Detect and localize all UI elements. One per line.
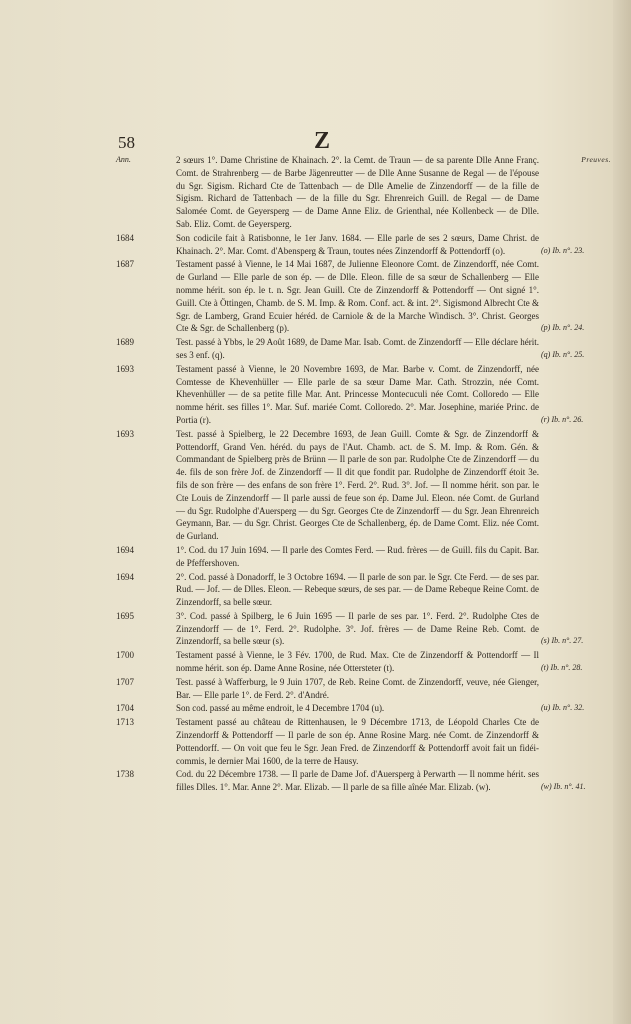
entry-text: Son cod. passé au même endroit, le 4 Decembre 1704 (u).: [176, 703, 385, 714]
entry-10: [116, 676, 611, 702]
entry-text: Son codicile fait à Ratisbonne, le 1er Janv. 1684. — Elle parle de ses 2 sœurs, Dame Christ. de Khainach. 2°. Mar. Comt. d'Abensperg & Traun, toutes nées Zinzendorff & Pottendorff (o).: [176, 232, 539, 256]
entry-text: Cod. du 22 Décembre 1738. — Il parle de Dame Jof. d'Auersperg à Perwarth — Il nomme hérit. ses filles Dlles. 1°. Mar. Anne 2°. Mar. Elizab. — Il parle de sa fille aînée Mar. Elizab. (w).: [176, 769, 539, 793]
page-edge-shadow: [613, 0, 631, 1024]
entry-9: [116, 649, 611, 675]
entry-year: 1713: [116, 717, 134, 728]
entry-note: (w) Ib. n°. 41.: [541, 782, 586, 792]
entry-year: 1687: [116, 259, 134, 270]
entry-text: Testament passé à Vienne, le 20 Novembre 1693, de Mar. Barbe v. Comt. de Zinzendorff, née Comtesse de Khevenhüller — Elle parle de sa sœur Dame Mar. Cath. Strozzin, née Comt. Khevenhüller — de sa petite fille Mar. Ant. Princesse Montecuculi née Comt. Colloredo — Elle nomme hérit. ses filles 1°. Mar. Suf. mariée Comt. Colloredo. 2°. Mar. Josephine, mariée Princ. de Portia (r).: [176, 363, 539, 425]
entry-text: Testament passé au château de Rittenhausen, le 9 Décembre 1713, de Léopold Charles Cte de Zinzendorff & Pottendorff — Il parle de son ép. Anne Rosine Marg. née Comt. de Zinzendorff & Pottendorff. — On voit que feu le Sgr. Jean Fred. de Zinzendorff & Pottendorff avoit fait un fidéi-commis, le dernier Mai 1600, de la terre de Hausy.: [176, 717, 539, 766]
entry-1: [116, 232, 611, 258]
entry-5: [116, 428, 611, 543]
entry-3: [116, 336, 611, 362]
entry-year: 1707: [116, 676, 134, 687]
entry-text: Testament passé à Vienne, le 14 Mai 1687, de Julienne Eleonore Comt. de Zinzendorff, née Comt. de Gurland — Elle parle de son ép. — de Dlle. Eleon. fille de sa sœur de Schallenberg — Elle nomme hérit. son ép. le t. n. Sgr. Jean Guill. Cte de Zinzendorff & Pottendorff — Ont signé 1°. Guill. Cte à Öttingen, Chamb. de S. M. Imp. & Rom. Conf. act. & int. 2°. Sigismond Albrecht Cte & Sgr. de Lamberg, Grand Ecuier héréd. de Carniole & de la Marche Windisch. 3°. Christ. Georges Cte & Sgr. de Schallenberg (p).: [176, 259, 539, 334]
entry-note: (o) Ib. n°. 23.: [541, 245, 585, 255]
entry-note: (r) Ib. n°. 26.: [541, 414, 584, 424]
entry-text: 2°. Cod. passé à Donadorff, le 3 Octobre 1694. — Il parle de son par. le Sgr. Cte Ferd. — de ses par. Rud. — Jof. — de Dlles. Eleon. — Rebeque sœurs, de ses par. — de Dame Rebeque Reine Comt. de Zinzendorff, sa belle sœur.: [176, 571, 539, 608]
entry-year: 1694: [116, 571, 134, 582]
entry-text: Testament passé à Vienne, le 3 Fév. 1700, de Rud. Max. Cte de Zinzendorff & Pottendorff — Il nomme hérit. son ép. Dame Anne Rosine, née Ottersteter (t).: [176, 650, 539, 674]
entry-year: 1704: [116, 703, 134, 714]
entry-11: [116, 702, 611, 715]
entry-note: (p) Ib. n°. 24.: [541, 323, 585, 333]
entry-note: (u) Ib. n°. 32.: [541, 703, 585, 713]
entry-note: (t) Ib. n°. 28.: [541, 663, 583, 673]
page-number: 58: [118, 133, 135, 152]
entry-2: [116, 258, 611, 335]
entry-4: [116, 363, 611, 427]
entry-6: [116, 544, 611, 570]
entry-year: 1684: [116, 232, 134, 243]
entry-12: [116, 716, 611, 767]
entry-note: (s) Ib. n°. 27.: [541, 636, 584, 646]
entry-text: Test. passé à Ybbs, le 29 Août 1689, de Dame Mar. Isab. Comt. de Zinzendorff — Elle déclare hérit. ses 3 enf. (q).: [176, 337, 539, 360]
side-label: Preuves.: [581, 155, 611, 164]
entry-year: 1694: [116, 544, 134, 555]
entry-text: 1°. Cod. du 17 Juin 1694. — Il parle des Comtes Ferd. — Rud. frères — de Guill. fils du Capit. Bar. de Pfeffershoven.: [176, 544, 539, 568]
entry-year: 1693: [116, 363, 134, 374]
entry-8: [116, 610, 611, 648]
entry-year: 1695: [116, 610, 134, 621]
entry-text: Test. passé à Wafferburg, le 9 Juin 1707, de Reb. Reine Comt. de Zinzendorff, veuve, née Gienger, Bar. — Elle parle 1°. de Ferd. 2°. d'André.: [176, 676, 539, 700]
entry-year: 1693: [116, 428, 134, 439]
entry-13: [116, 768, 611, 794]
entry-note: (q) Ib. n°. 25.: [541, 349, 585, 359]
entry-0: [116, 154, 611, 231]
section-letter: Z: [314, 128, 331, 154]
entry-7: [116, 571, 611, 609]
entry-year: 1738: [116, 769, 134, 780]
entries-list: [116, 154, 611, 795]
entry-year: 1689: [116, 337, 134, 348]
entry-year: Ann.: [116, 155, 131, 164]
entry-text: Test. passé à Spielberg, le 22 Decembre 1693, de Jean Guill. Comte & Sgr. de Zinzendorff & Pottendorff, Grand Ven. héréd. du pays de l'Aut. Chamb. act. de S. M. Imp. & Rom. Gén. & Commandant de Spielberg près de Brünn — Il parle de son par. Rudolphe Cte de Zinzendorff — du 4e. fils de son frère Jof. de Zinzendorff — Il dit que fondit par. Rudolphe de Zinzendorff étoit 3e. fils de son frère — des enfans de son frère 1°. Ferd. 2°. Rud. 3°. Jof. — Il nomme hérit. son par. le Cte Louis de Zinzendorff — Il parle aussi de feue son ép. Dame Jul. Eleon. née Comt. de Gurland — du Sgr. Rudolphe d'Auersperg — du Sgr. Georges Cte de Zinzendorff — du Sgr. Jean Ehrenreich Geymann, Bar. — du Sgr. Christ. Georges Cte de Schallenberg, ép. de Dame Comt. Eliz. née Comt. de Gurland.: [176, 428, 539, 542]
entry-text: 2 sœurs 1°. Dame Christine de Khainach. 2°. la Cemt. de Traun — de sa parente Dlle Anne Franç. Comt. de Strahrenberg — de Barbe Jägenreutter — de Dlle Anne Susanne de Regal — de l'épouse du Sgr. Sigism. Richard Cte de Tattenbach — de Dlle Amelie de Zinzendorff — de la fille de Sigism. Richard de Tattenbach — de la fille du Sgr. Ehrenreich Guill. de Regal — de Dame Salomée Comt. de Geyersperg — de Dame Anne Eliz. de Grienthal, née Kollenbeck — de Dlle. Sab. Eliz. Comt. de Geyersperg.: [176, 155, 539, 229]
entry-year: 1700: [116, 650, 134, 661]
entry-text: 3°. Cod. passé à Spilberg, le 6 Juin 1695 — Il parle de ses par. 1°. Ferd. 2°. Rudolphe Ctes de Zinzendorff — de 1°. Ferd. 2°. Rudolphe. 3°. Jof. frères — de Dame Reine Reb. Comt. de Zinzendorff, sa belle sœur (s).: [176, 610, 539, 647]
